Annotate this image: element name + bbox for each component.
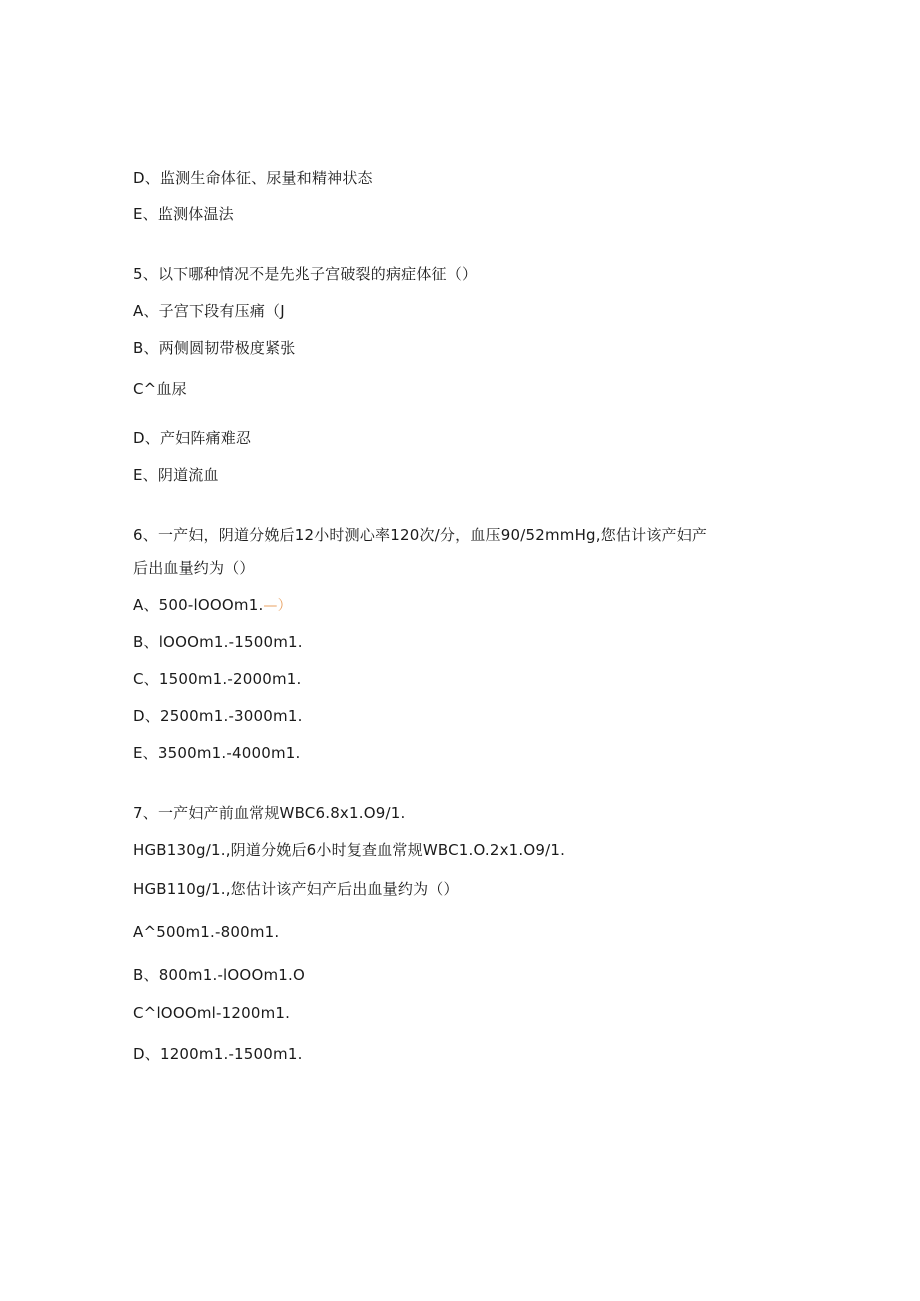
annotation-mark: —）	[263, 598, 292, 614]
q5-option-b: B、两侧圆韧带极度紧张	[133, 339, 296, 357]
q5-option-e: E、阴道流血	[133, 466, 219, 484]
q4-option-d: D、监测生命体征、尿量和精神状态	[133, 169, 373, 187]
q6-option-a-text: A、500-lOOOm1.	[133, 596, 264, 614]
q5-option-c: C^血尿	[133, 380, 187, 398]
q6-option-d: D、2500m1.-3000m1.	[133, 707, 303, 725]
q7-question-line2: HGB130g∕1.,阴道分娩后6小时复查血常规WBC1.O.2x1.O9∕1.	[133, 841, 566, 859]
q5-option-a: A、子宫下段有压痛（J	[133, 302, 285, 320]
q7-option-b: B、800m1.-lOOOm1.O	[133, 966, 305, 984]
q6-question-line2: 后出血量约为（）	[133, 559, 255, 577]
q5-question: 5、以下哪种情况不是先兆子宫破裂的病症体征（）	[133, 265, 478, 283]
q6-option-b: B、lOOOm1.-1500m1.	[133, 633, 303, 651]
q7-question-line3: HGB110g∕1.,您估计该产妇产后出血量约为（）	[133, 880, 459, 898]
q4-option-e: E、监测体温法	[133, 205, 234, 223]
q7-question-line1: 7、一产妇产前血常规WBC6.8x1.O9∕1.	[133, 804, 406, 822]
q7-option-c: C^lOOOml-1200m1.	[133, 1004, 291, 1022]
q6-option-a	[133, 595, 292, 616]
q6-question-line1: 6、一产妇，阴道分娩后12小时测心率120次/分，血压90∕52mmHg,您估计该产妇产	[133, 526, 708, 544]
q6-option-e: E、3500m1.-4000m1.	[133, 744, 301, 762]
q7-option-d: D、1200m1.-1500m1.	[133, 1045, 303, 1063]
q5-option-d: D、产妇阵痛难忍	[133, 429, 252, 447]
q7-option-a: A^500m1.-800m1.	[133, 923, 280, 941]
q6-option-c: C、1500m1.-2000m1.	[133, 670, 302, 688]
